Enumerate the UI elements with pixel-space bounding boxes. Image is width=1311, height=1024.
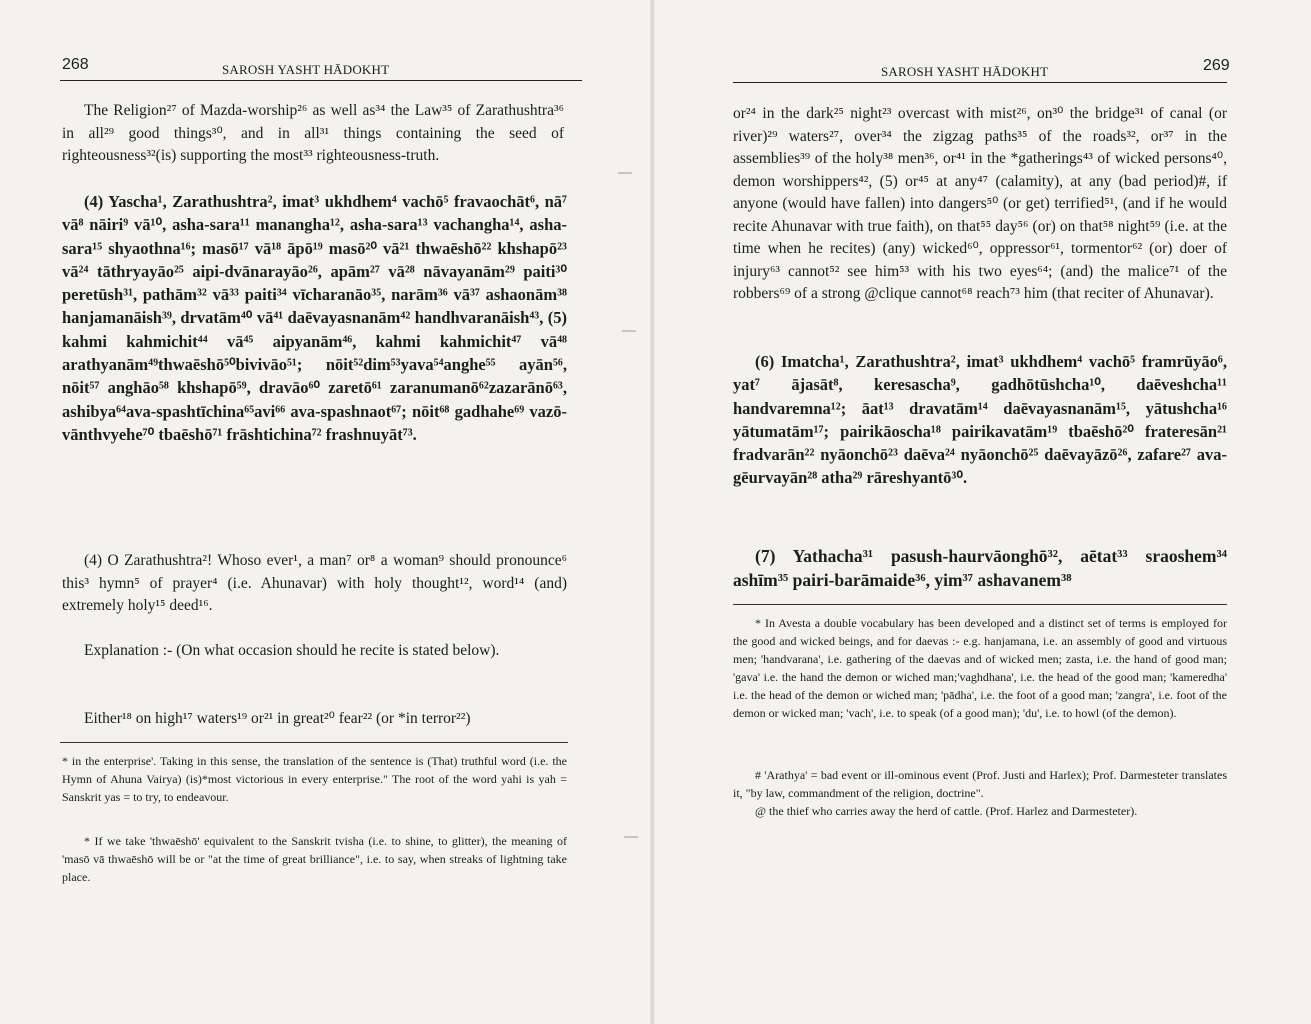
- header-rule: [733, 82, 1227, 83]
- paragraph-translation: Either¹⁸ on high¹⁷ waters¹⁹ or²¹ in great²⁰ fear²² (or *in terror²²): [84, 710, 471, 727]
- scan-mark: [624, 836, 638, 838]
- footnote: * in the enterprise'. Taking in this sense, the translation of the sentence is (That) truthful word (i.e. the Hymn of Ahuna Vairya) (is)*most victorious in every enterprise." The root of the word yahi is yah = Sanskrit yas = to try, to endeavour.: [62, 754, 567, 804]
- paragraph-translation: (4) O Zarathushtra²! Whoso ever¹, a man⁷ or⁸ a woman⁹ should pronounce⁶ this³ hymn⁵ of prayer⁴ (i.e. Ahunavar) with holy thought¹², word¹⁴ (and) extremely holy¹⁵ deed¹⁶.: [62, 552, 567, 614]
- footnote: @ the thief who carries away the herd of cattle. (Prof. Harlez and Darmesteter).: [755, 804, 1138, 818]
- footnote: * In Avesta a double vocabulary has been developed and a distinct set of terms is employed for the good and wicked beings, and for daevas :- e.g. hanjamana, i.e. an assembly of good and virtuous men; 'handvarana', i.e. gathering of the daevas and of wicked men; zasta, i.e. the hand of good man; 'gava' i.e. the hand the demon or wiched man;'vaghdhana', i.e. the head of the good man; 'kameredha' i.e. the head of the demon or wiched man; 'pādha', i.e. the foot of a good man; 'zangra', i.e. foot of the demon or wicked man; 'vach', i.e. to speak (of a good man); 'du', i.e. to howl (of the demon).: [733, 616, 1227, 720]
- paragraph-translation: The Religion²⁷ of Mazda-worship²⁶ as well as³⁴ the Law³⁵ of Zarathushtra³⁶ in all²⁹ good things³⁰, and in all³¹ things containing the seed of righteousness³²(is) supporting the most³³ righteousness-truth.: [62, 102, 564, 164]
- left-page: [0, 0, 650, 1024]
- avestan-verse: (6) Imatcha¹, Zarathushtra², imat³ ukhdhem⁴ vachō⁵ framrūyāo⁶, yat⁷ ājasāt⁸, keresascha⁹, gadhōtūshcha¹⁰, daēveshcha¹¹ handvaremna¹²; āat¹³ dravatām¹⁴ daēvayasnanām¹⁵, yātushcha¹⁶ yātumatām¹⁷; pairikāoscha¹⁸ pairikavatām¹⁹ tbaēshō²⁰ frateresān²¹ fradvarān²² nyāonchō²³ daēva²⁴ nyāonchō²⁵ daēvayāzō²⁶, zafare²⁷ ava-gēurvayān²⁸ atha²⁹ rāreshyantō³⁰.: [733, 352, 1227, 488]
- paragraph-translation: or²⁴ in the dark²⁵ night²³ overcast with mist²⁶, on³⁰ the bridge³¹ of canal (or river)²⁹ waters²⁷, over³⁴ the zigzag paths³⁵ of the roads³², or³⁷ in the assemblies³⁹ of the holy³⁸ men³⁶, or⁴¹ in the *gatherings⁴³ of wicked persons⁴⁰, demon worshippers⁴², (5) or⁴⁵ at any⁴⁷ (calamity), at any (bad period)#, if anyone (would have fallen) into dangers⁵⁰ (or get) terrified⁵¹, (and if he would recite Ahunavar with true faith), on that⁵⁵ day⁵⁶ (or) on that⁵⁸ night⁵⁹ (i.e. at the time when he recites) (any) wicked⁶⁰, oppressor⁶¹, tormentor⁶² (or) doer of injury⁶³ cannot⁵² see him⁵³ with his two eyes⁶⁴; (and) the malice⁷¹ of the robbers⁶⁹ of a strong @clique cannot⁶⁸ reach⁷³ him (that reciter of Ahunavar).: [733, 105, 1227, 302]
- running-head: SAROSH YASHT HĀDOKHT: [222, 62, 390, 77]
- footnote: # 'Arathya' = bad event or ill-ominous event (Prof. Justi and Harlex); Prof. Darmesteter translates it, "by law, commandment of the religion, doctrine".: [733, 768, 1227, 800]
- scan-mark: [622, 330, 636, 332]
- header-rule: [60, 80, 582, 81]
- avestan-verse: (7) Yathacha³¹ pasush-haurvāonghō³², aētat³³ sraoshem³⁴ ashīm³⁵ pairi-barāmaide³⁶, yim³⁷ ashavanem³⁸: [733, 546, 1227, 590]
- paragraph-explanation: Explanation :- (On what occasion should he recite is stated below).: [84, 642, 500, 659]
- page-number: 268: [62, 56, 89, 73]
- running-head: SAROSH YASHT HĀDOKHT: [881, 64, 1049, 79]
- footnote: * If we take 'thwaēshō' equivalent to the Sanskrit tvisha (i.e. to shine, to glitter), the meaning of 'masō vā thwaēshō will be or "at the time of great brilliance", i.e. to say, when streaks of lightning take place.: [62, 834, 567, 884]
- scan-mark: [618, 172, 632, 174]
- right-page: [655, 0, 1311, 1024]
- page-number: 269: [1203, 57, 1230, 74]
- footnote-rule: [733, 604, 1227, 605]
- footnote-rule: [60, 742, 568, 743]
- avestan-verse: (4) Yascha¹, Zarathushtra², imat³ ukhdhem⁴ vachō⁵ fravaochāt⁶, nā⁷ vā⁸ nāiri⁹ vā¹⁰, asha-sara¹¹ manangha¹², asha-sara¹³ vachangha¹⁴, asha-sara¹⁵ shyaothna¹⁶; masō¹⁷ vā¹⁸ āpō¹⁹ masō²⁰ vā²¹ thwaēshō²² khshapō²³ vā²⁴ tāthryayāo²⁵ aipi-dvānarayāo²⁶, apām²⁷ vā²⁸ nāvayanām²⁹ paiti³⁰ peretūsh³¹, pathām³² vā³³ paiti³⁴ vīcharanāo³⁵, narām³⁶ vā³⁷ ashaonām³⁸ hanjamanāish³⁹, drvatām⁴⁰ vā⁴¹ daēvayasnanām⁴² handhvaranāish⁴³, (5) kahmi kahmichit⁴⁴ vā⁴⁵ aipyanām⁴⁶, kahmi kahmichit⁴⁷ vā⁴⁸ arathyanām⁴⁹thwaēshō⁵⁰bivivāo⁵¹; nōit⁵²dim⁵³yava⁵⁴anghe⁵⁵ ayān⁵⁶, nōit⁵⁷ anghāo⁵⁸ khshapō⁵⁹, dravāo⁶⁰ zaretō⁶¹ zaranumanō⁶²zazarānō⁶³, ashibya⁶⁴ava-spashtīchina⁶⁵avi⁶⁶ ava-spashnaot⁶⁷; nōit⁶⁸ gadhahe⁶⁹ vazō-vānthvyehe⁷⁰ tbaēshō⁷¹ frāshtichina⁷² frashnuyāt⁷³.: [62, 192, 567, 444]
